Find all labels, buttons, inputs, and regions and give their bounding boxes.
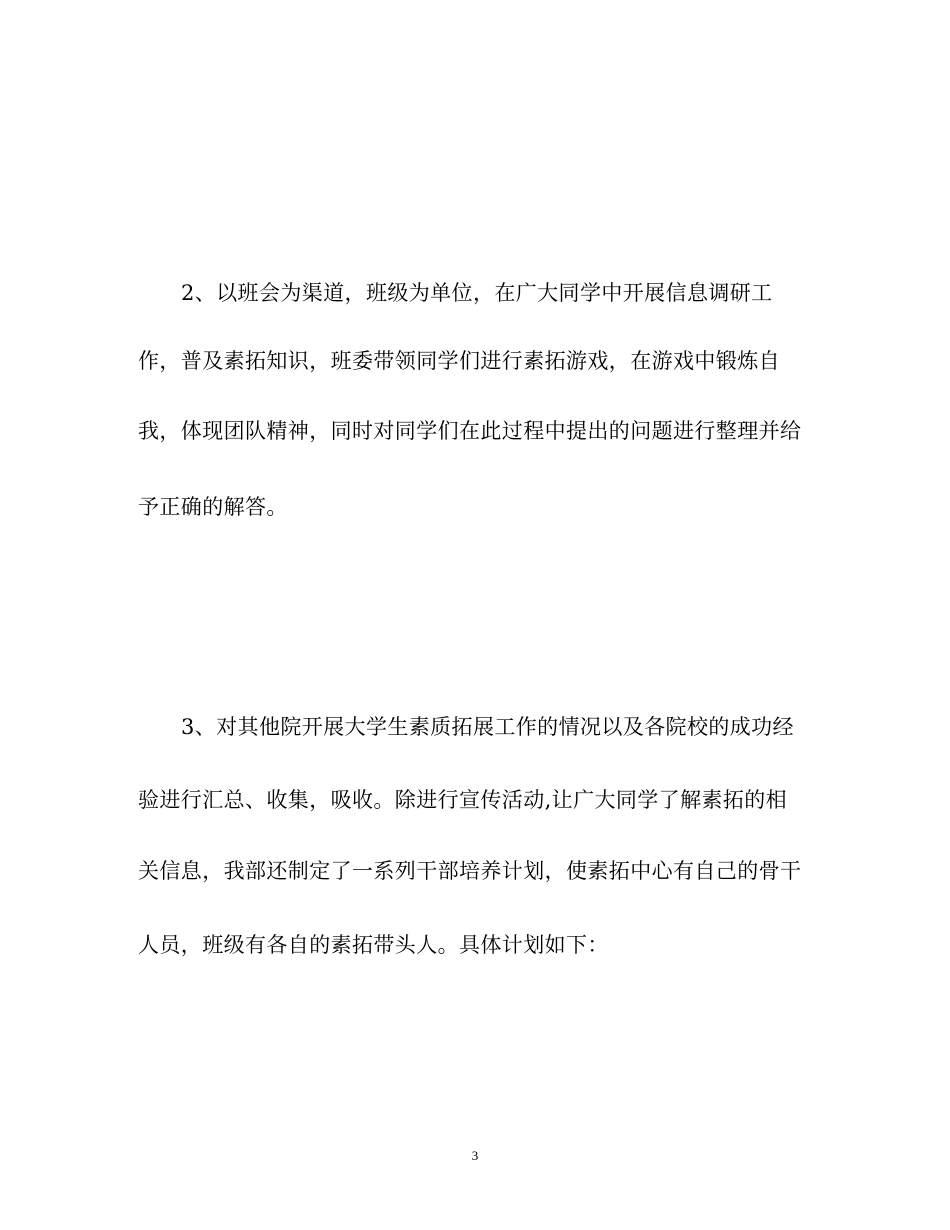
paragraph-3-line-1: 3、对其他院开展大学生素质拓展工作的情况以及各院校的成功经 [181,715,794,739]
paragraph-2-line-2: 作，普及素拓知识，班委带领同学们进行素拓游戏，在游戏中锻炼自 [138,349,780,373]
page-number: 3 [471,1148,479,1163]
paragraph-2-line-1: 2、以班会为渠道，班级为单位，在广大同学中开展信息调研工 [181,281,773,305]
paragraph-3-line-3: 关信息，我部还制定了一系列干部培养计划，使素拓中心有自己的骨干 [138,859,802,883]
paragraph-3-line-2: 验进行汇总、收集，吸收。除进行宣传活动,让广大同学了解素拓的相 [138,788,788,812]
paragraph-2-line-4: 予正确的解答。 [138,495,288,519]
paragraph-2-line-3: 我，体现团队精神，同时对同学们在此过程中提出的问题进行整理并给 [138,419,802,443]
paragraph-3-line-4: 人员，班级有各自的素拓带头人。具体计划如下： [138,933,609,957]
